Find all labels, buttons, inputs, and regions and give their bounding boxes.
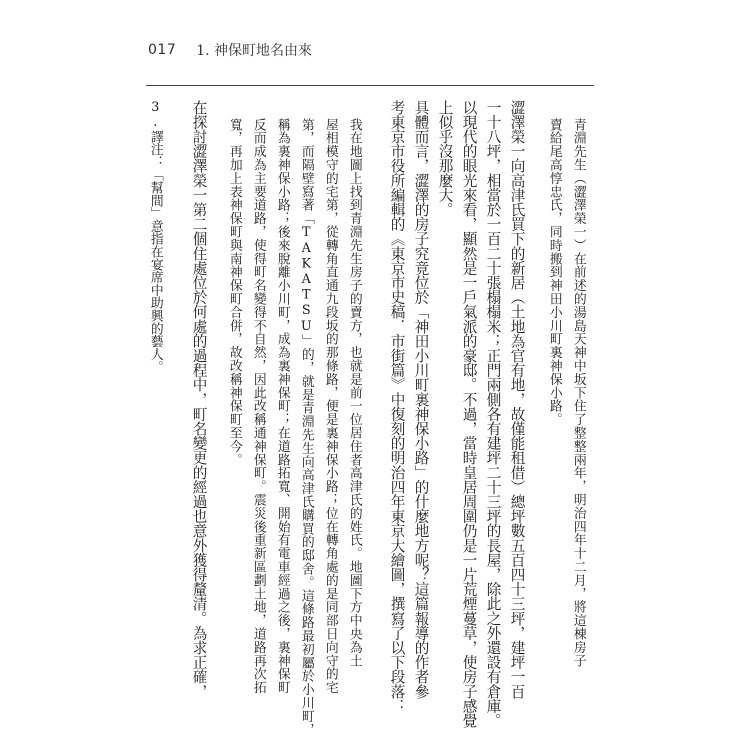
page-number: 017 <box>148 42 177 58</box>
header-rule <box>146 85 594 86</box>
text-column-12: 稱為裏神保小路；後來脫離小川町，成為裏神保町；在道路拓寬、開始有電車經過之後，裏神保町 <box>274 118 290 695</box>
text-column-4: 一十八坪，相當於一百二十張榻榻米；正門兩側各有建坪二十三坪的長屋，除此之外還設有倉庫。 <box>484 100 502 728</box>
text-column-11: 第，而隔壁寫著「TAKATSU」的，就是青淵先生向高津氏購買的邸舍。這條路最初屬於小川町， <box>298 118 314 737</box>
text-column-5: 以現代的眼光來看，顯然是一戶氣派的豪邸。不過，當時皇居周圍仍是一片荒煙蔓草，使房子感覺 <box>460 100 478 728</box>
text-column-14: 寬，再加上表神保町與南神保町合併，故改稱神保町至今。 <box>226 118 242 467</box>
text-column-13: 反而成為主要道路，使得町名變得不自然，因此改稱通神保町。震災後重新區劃土地，道路再次拓 <box>250 118 266 695</box>
translator-note: 3.譯注：「幫間」意指在宴席中助興的藝人。 <box>147 100 163 374</box>
text-column-10: 屋相模守的宅第，從轉角直通九段坂的那條路，便是裏神保小路；位在轉角處的是同部日向守的宅 <box>322 118 338 695</box>
text-column-15: 在探討澀澤榮一第二個住處位於何處的過程中，町名變更的經過也意外獲得釐清。為求正確， <box>190 100 208 699</box>
text-column-6: 上似乎沒那麼大。 <box>436 100 454 217</box>
text-column-7: 具體而言，澀澤的房子究竟位於「神田小川町裏神保小路」的什麼地方呢？這篇報導的作者參 <box>412 100 430 699</box>
text-column-3: 澀澤榮一向高津氏買下的新居（土地為官有地，故僅能租借）總坪數五百四十三坪，建坪一百 <box>508 100 526 699</box>
running-header <box>148 38 312 62</box>
chapter-title: 1. 神保町地名由來 <box>196 43 313 59</box>
text-column-9: 我在地圖上找到青淵先生房子的賣方，也就是前一位居住者高津氏的姓氏。地圖下方中央為土 <box>346 118 362 668</box>
text-column-8: 考東京市役所編輯的《東京市史稿．市街篇》中復刻的明治四年東京大繪圖，撰寫了以下段落： <box>388 100 406 714</box>
text-column-1: 青淵先生（澀澤榮一）在前述的湯島天神中坂下住了整整兩年，明治四年十二月，將這棟房子 <box>570 118 586 668</box>
text-column-2: 賣給尾高惇忠氏，同時搬到神田小川町裏神保小路。 <box>546 118 562 427</box>
